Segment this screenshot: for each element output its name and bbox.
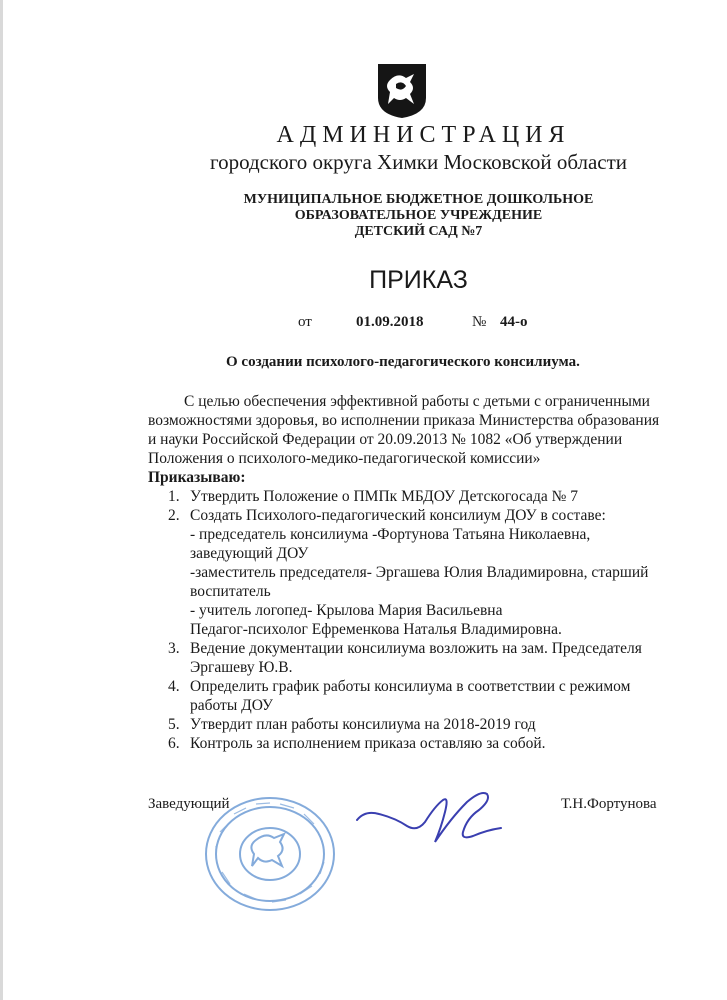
decree-label: Приказываю: (148, 469, 246, 486)
item-number: 5. (168, 716, 180, 733)
item-line: воспитатель (190, 583, 271, 600)
intro-line: Положения о психолого-медико-педагогической комиссии» (148, 450, 541, 467)
signature-icon (355, 782, 505, 852)
coat-of-arms-icon (376, 62, 428, 120)
list-item (168, 487, 708, 506)
item-line: Создать Психолого-педагогический консилиум ДОУ в составе: (190, 507, 606, 524)
intro-line: С целью обеспечения эффективной работы с детьми с ограниченными (184, 393, 650, 410)
order-subject: О создании психолого-педагогического консилиума. (226, 354, 580, 370)
item-line: заведующий ДОУ (190, 545, 309, 562)
item-line: Эргашеву Ю.В. (190, 659, 293, 676)
intro-line: и науки Российской Федерации от 20.09.2013 № 1082 «Об утверждении (148, 431, 623, 448)
number-prefix: № (472, 314, 487, 330)
intro-paragraph (148, 392, 708, 468)
order-date: 01.09.2018 (356, 314, 424, 330)
item-number: 2. (168, 507, 180, 524)
org-line: ДЕТСКИЙ САД №7 (354, 224, 483, 239)
date-prefix: от (298, 314, 312, 330)
item-line: Определить график работы консилиума в соответствии с режимом (190, 678, 631, 695)
item-line: -заместитель председателя- Эргашева Юлия Владимировна, старший (190, 564, 649, 581)
signer-name: Т.Н.Фортунова (561, 796, 657, 812)
item-number: 3. (168, 640, 180, 657)
item-line: - председатель консилиума -Фортунова Татьяна Николаевна, (190, 526, 591, 543)
item-number: 1. (168, 488, 180, 505)
org-line: ОБРАЗОВАТЕЛЬНОЕ УЧРЕЖДЕНИЕ (294, 208, 543, 223)
list-item (168, 715, 708, 734)
signer-position: Заведующий (148, 796, 230, 812)
list-item (168, 639, 708, 677)
official-stamp-icon (200, 792, 340, 917)
item-line: работы ДОУ (190, 697, 273, 714)
administration-subtitle: городского округа Химки Московской области (209, 150, 628, 174)
intro-line: возможностями здоровья, во исполнении приказа Министерства образования (148, 412, 660, 429)
item-line: Ведение документации консилиума возложить на зам. Председателя (190, 640, 642, 657)
org-line: МУНИЦИПАЛЬНОЕ БЮДЖЕТНОЕ ДОШКОЛЬНОЕ (243, 192, 594, 207)
organization-name (0, 192, 727, 240)
order-number: 44-о (500, 314, 528, 330)
order-title: ПРИКАЗ (369, 266, 468, 294)
item-line: Педагог-психолог Ефременкова Наталья Владимировна. (190, 621, 562, 638)
item-number: 6. (168, 735, 180, 752)
item-line: Контроль за исполнением приказа оставляю за собой. (190, 735, 546, 752)
item-line: - учитель логопед- Крылова Мария Васильевна (190, 602, 503, 619)
list-item (168, 506, 708, 639)
order-items (148, 487, 708, 753)
item-line: Утвердить Положение о ПМПк МБДОУ Детскогосада № 7 (190, 488, 578, 505)
administration-title: АДМИНИСТРАЦИЯ (276, 122, 571, 148)
list-item (168, 677, 708, 715)
order-body (148, 392, 708, 753)
list-item (168, 734, 708, 753)
item-number: 4. (168, 678, 180, 695)
item-line: Утвердит план работы консилиума на 2018-2019 год (190, 716, 536, 733)
